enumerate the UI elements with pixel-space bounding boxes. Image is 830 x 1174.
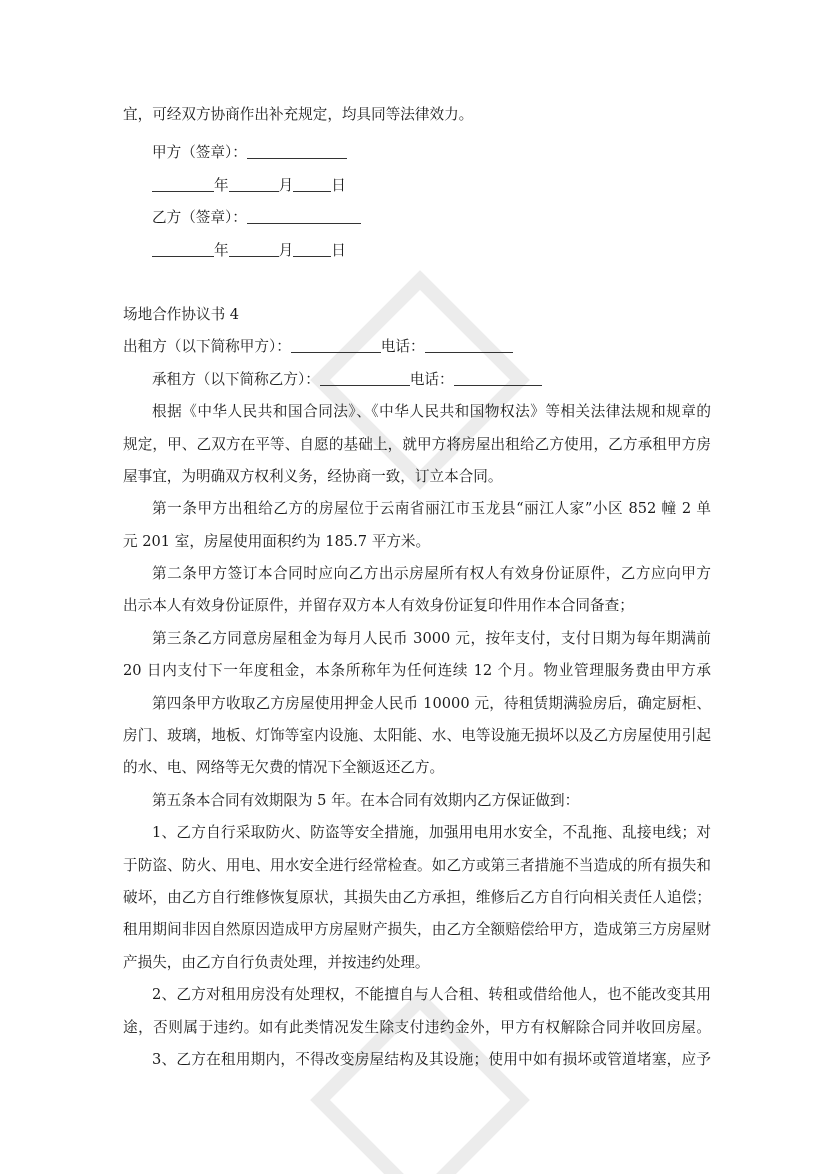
phone-blank <box>454 371 542 386</box>
text-line: 的水、电、网络等无欠费的情况下全额返还乙方。 <box>123 759 445 777</box>
date-line <box>123 170 711 202</box>
label: 年 <box>214 241 229 259</box>
text-line: 宜，可经双方协商作出补充规定，均具同等法律效力。 <box>123 106 474 123</box>
label: 出租方（以下简称甲方）： <box>123 338 291 356</box>
signature-party-b <box>123 202 711 234</box>
label: 月 <box>278 176 294 194</box>
month-blank <box>229 242 279 257</box>
label: 年 <box>214 176 229 194</box>
year-blank <box>152 177 214 192</box>
text-line: 途，否则属于违约。如有此类情况发生除支付违约金外，甲方有权解除合同并收回房屋。 <box>123 1018 711 1036</box>
label: 电话： <box>380 338 425 356</box>
signature-blank <box>247 209 361 224</box>
text-line: 根据《中华人民共和国合同法》、《中华人民共和国物权法》等相关法律法规和规章的 <box>152 403 711 421</box>
lessor-blank <box>291 338 381 353</box>
lessee-line <box>123 364 711 396</box>
text-line: 第三条乙方同意房屋租金为每月人民币 3000 元，按年支付，支付日期为每年期满前 <box>152 629 711 647</box>
signature-blank <box>247 144 347 159</box>
lessor-line <box>123 331 711 363</box>
text-line: 第五条本合同有效期限为 5 年。在本合同有效期内乙方保证做到： <box>152 791 580 809</box>
text-line: 产损失，由乙方自行负责处理，并按违约处理。 <box>123 953 430 971</box>
label: 乙方（签章）： <box>152 209 247 227</box>
text-line: 规定，甲、乙双方在平等、自愿的基础上，就甲方将房屋出租给乙方使用，乙方承租甲方房 <box>123 435 711 453</box>
section-title: 场地合作协议书 4 <box>123 305 240 323</box>
text-line: 破坏，由乙方自行维修恢复原状，其损失由乙方承担，维修后乙方自行向相关责任人追偿； <box>123 888 711 906</box>
lessee-blank <box>320 371 410 386</box>
document-page <box>123 99 711 1076</box>
year-blank <box>152 242 214 257</box>
text-line: 房门、玻璃，地板、灯饰等室内设施、太阳能、水、电等设施无损坏以及乙方房屋使用引起 <box>123 727 711 745</box>
text-line: 租用期间非因自然原因造成甲方房屋财产损失，由乙方全额赔偿给甲方，造成第三方房屋财 <box>123 921 711 939</box>
signature-party-a <box>123 137 711 169</box>
day-blank <box>293 242 331 257</box>
label: 承租方（以下简称乙方）： <box>152 370 320 388</box>
text-line: 屋事宜，为明确双方权利义务，经协商一致，订立本合同。 <box>123 467 503 485</box>
text-line: 元 201 室，房屋使用面积约为 185.7 平方米。 <box>123 532 431 550</box>
text-line: 第二条甲方签订本合同时应向乙方出示房屋所有权人有效身份证原件，乙方应向甲方 <box>152 565 711 583</box>
date-line <box>123 235 711 267</box>
label: 甲方（签章）： <box>152 144 247 162</box>
text-line: 20 日内支付下一年度租金，本条所称年为任何连续 12 个月。物业管理服务费由甲方承 <box>123 662 711 680</box>
day-blank <box>293 177 331 192</box>
text-line: 3、乙方在租用期内，不得改变房屋结构及其设施；使用中如有损坏或管道堵塞，应予 <box>152 1050 711 1068</box>
label: 电话： <box>409 370 454 388</box>
label: 日 <box>331 176 346 194</box>
label: 月 <box>278 241 294 259</box>
label: 日 <box>331 241 346 259</box>
month-blank <box>229 177 279 192</box>
text-line: 1、乙方自行采取防火、防盗等安全措施，加强用电用水安全，不乱拖、乱接电线；对 <box>152 824 711 842</box>
text-line: 于防盗、防火、用电、用水安全进行经常检查。如乙方或第三者措施不当造成的所有损失和 <box>123 856 711 874</box>
text-line: 第一条甲方出租给乙方的房屋位于云南省丽江市玉龙县“丽江人家”小区 852 幢 2 单 <box>152 500 711 518</box>
text-line: 2、乙方对租用房没有处理权，不能擅自与人合租、转租或借给他人，也不能改变其用 <box>152 986 711 1004</box>
text-line: 出示本人有效身份证原件，并留存双方本人有效身份证复印件用作本合同备查； <box>123 597 634 615</box>
text-line: 第四条甲方收取乙方房屋使用押金人民币 10000 元，待租赁期满验房后，确定厨柜、 <box>152 694 711 712</box>
phone-blank <box>425 338 513 353</box>
